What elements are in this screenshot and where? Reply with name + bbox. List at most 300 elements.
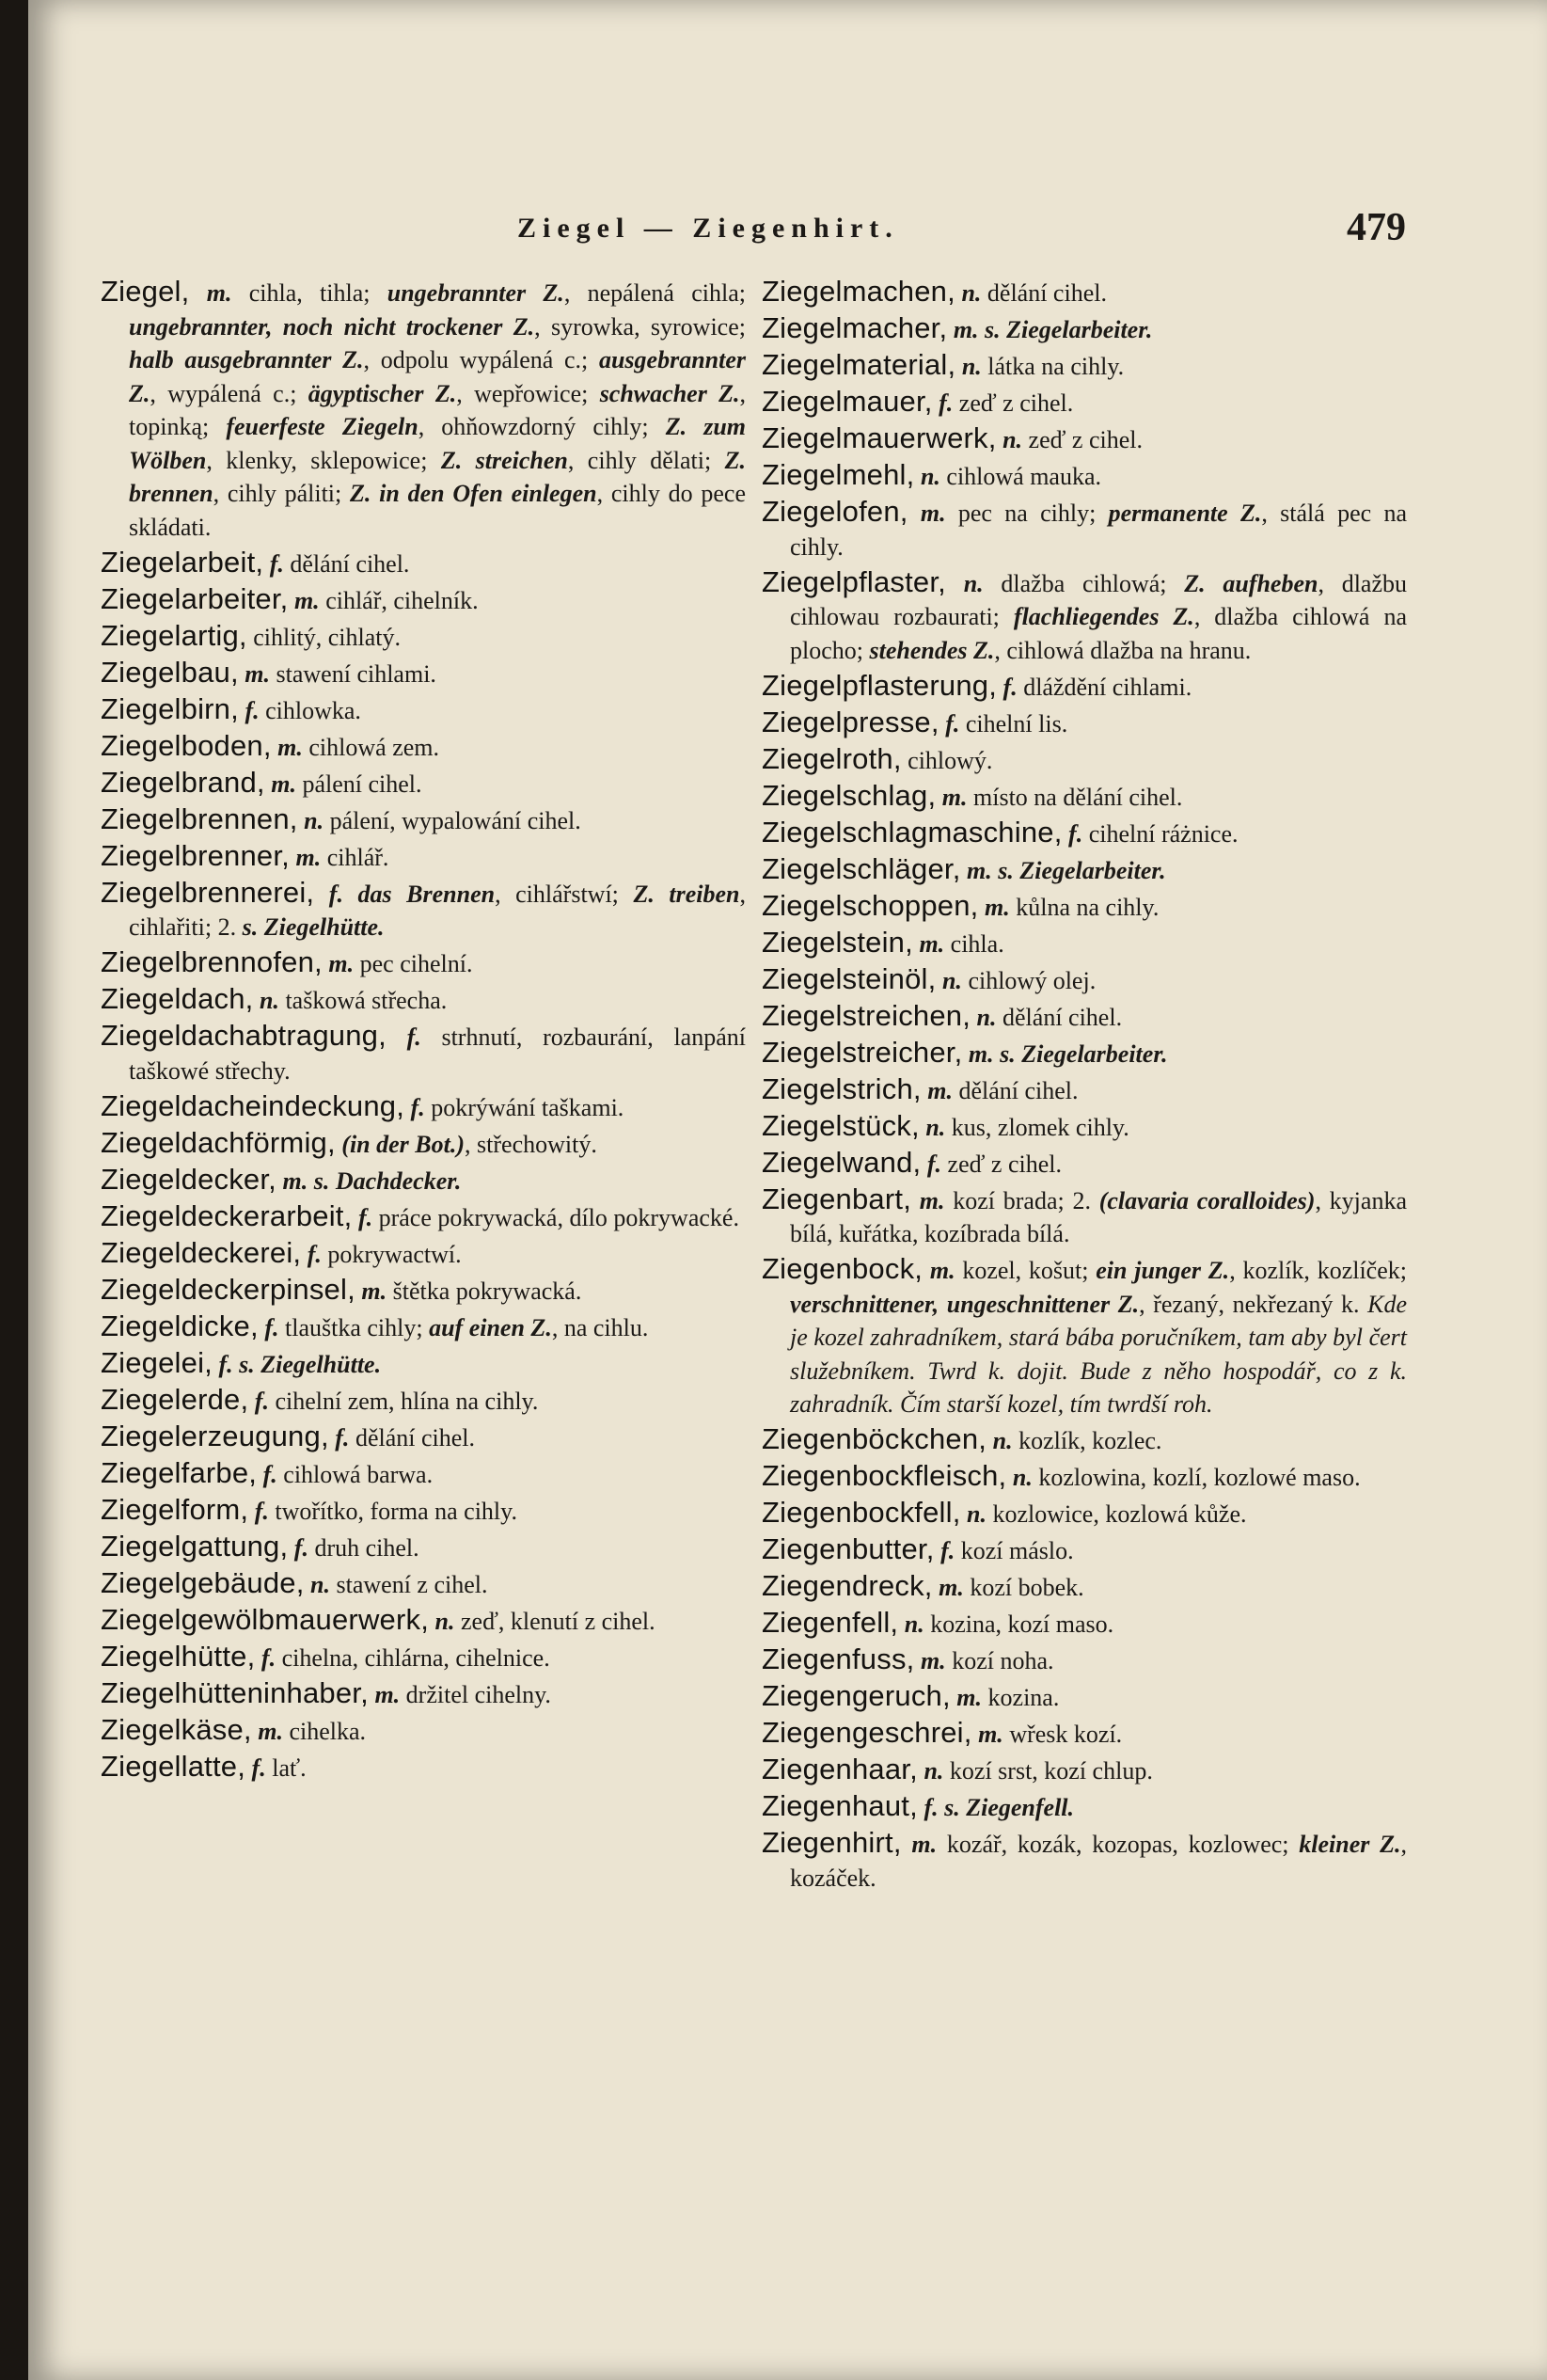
dictionary-entry	[762, 1789, 1407, 1825]
dictionary-entry	[101, 802, 746, 838]
dictionary-entry	[762, 852, 1407, 888]
czech-definition: , cihly páliti;	[213, 480, 351, 507]
dictionary-entry	[762, 1679, 1407, 1715]
dictionary-entry	[101, 945, 746, 981]
german-example: flachliegendes Z.	[1013, 603, 1194, 630]
dictionary-entry	[762, 1826, 1407, 1895]
german-example: s. Ziegelarbeiter.	[991, 856, 1166, 884]
czech-definition: lať.	[265, 1753, 307, 1782]
gender-mark: f.	[352, 1203, 373, 1231]
czech-definition: cihelna, cihlárna, cihelnice.	[276, 1643, 550, 1672]
dictionary-entry	[762, 1146, 1407, 1182]
headword: Ziegel,	[101, 275, 190, 308]
czech-definition: cihla, tihla;	[231, 279, 387, 307]
german-example: Z. aufheben	[1184, 569, 1318, 597]
czech-definition: stawení z cihel.	[330, 1570, 488, 1598]
dictionary-entry	[101, 1420, 746, 1455]
czech-definition: , ohňowzdorný cihly;	[418, 413, 666, 440]
czech-definition: , wepřowice;	[456, 379, 600, 407]
czech-definition: , syrowka, syrowice;	[534, 312, 746, 341]
german-example: permanente Z.	[1108, 500, 1262, 527]
gender-mark: f.	[301, 1240, 322, 1268]
gender-mark: n.	[971, 1003, 997, 1031]
headword: Ziegenhirt,	[762, 1826, 902, 1859]
dictionary-entry	[101, 1383, 746, 1419]
headword: Ziegelmehl,	[762, 458, 915, 491]
gender-mark: m.	[189, 279, 232, 307]
gender-mark: n.	[914, 463, 940, 490]
gender-mark: n.	[917, 1757, 944, 1785]
headword: Ziegelform,	[101, 1492, 249, 1526]
czech-definition: dělání cihel.	[981, 279, 1107, 307]
dictionary-entry	[101, 275, 746, 544]
dictionary-entry	[762, 385, 1407, 420]
headword: Ziegeldachförmig,	[101, 1125, 336, 1159]
gender-mark: f.	[257, 1460, 277, 1488]
headword: Ziegelboden,	[101, 728, 272, 762]
gender-mark: m.	[921, 1076, 953, 1104]
gender-mark: f.	[939, 709, 960, 738]
dictionary-entry	[101, 1640, 746, 1675]
czech-definition: kozář, kozák, kozopas, kozlowec;	[937, 1831, 1300, 1858]
czech-definition: dělání cihel.	[996, 1003, 1123, 1031]
headword: Ziegelofen,	[762, 495, 908, 528]
czech-definition: kozí noha.	[945, 1647, 1054, 1674]
czech-definition: látka na cihly.	[981, 353, 1125, 380]
czech-definition: cihelní zem, hlína na cihly.	[268, 1387, 539, 1415]
dictionary-entry	[101, 1309, 746, 1345]
gender-mark: m.	[962, 1039, 994, 1068]
german-example: s. Dachdecker.	[308, 1166, 462, 1195]
dictionary-entry	[101, 582, 746, 618]
dictionary-entry	[762, 1109, 1407, 1145]
headword: Ziegelpflaster,	[762, 564, 946, 598]
czech-definition: kozlowina, kozlí, kozlowé maso.	[1032, 1464, 1361, 1491]
german-example: ägyptischer Z.	[308, 379, 457, 407]
german-example: auf einen Z.	[429, 1313, 552, 1341]
headword: Ziegelroth,	[762, 741, 902, 775]
headword: Ziegengeruch,	[762, 1679, 951, 1712]
left-column	[101, 275, 746, 1786]
dictionary-entry	[762, 1642, 1407, 1678]
headword: Ziegeldachabtragung,	[101, 1019, 387, 1052]
dictionary-entry	[101, 1236, 746, 1272]
gender-mark: m.	[914, 1647, 946, 1674]
gender-mark: f.	[248, 1497, 269, 1525]
czech-definition: zeď z cihel.	[953, 389, 1074, 417]
gender-mark: f.	[255, 1643, 276, 1672]
headword: Ziegelstein,	[762, 925, 913, 959]
czech-definition: , cihly dělati;	[567, 446, 725, 474]
headword: Ziegelerde,	[101, 1382, 249, 1416]
dictionary-entry	[101, 619, 746, 655]
czech-definition: druh cihel.	[308, 1533, 419, 1562]
gender-mark: m.	[971, 1721, 1003, 1748]
headword: Ziegenbutter,	[762, 1532, 935, 1565]
gender-mark: m.	[936, 783, 968, 811]
headword: Ziegelmauer,	[762, 385, 933, 418]
czech-definition: dláždění cihlami.	[1017, 673, 1192, 701]
dictionary-entry	[762, 816, 1407, 851]
headword: Ziegelkäse,	[101, 1712, 252, 1746]
czech-definition: dlažba cihlowá;	[983, 569, 1185, 597]
headword: Ziegelgebäude,	[101, 1565, 305, 1599]
gender-mark: f.	[212, 1350, 233, 1378]
czech-definition: , kyjanka bílá, kuřátka, kozíbrada bílá.	[790, 1186, 1407, 1247]
dictionary-entry	[762, 458, 1407, 494]
headword: Ziegeldeckerarbeit,	[101, 1198, 353, 1232]
page-header	[28, 205, 1547, 262]
czech-definition: , dlažba cihlowá na plocho;	[790, 603, 1407, 664]
headword: Ziegeldecker,	[101, 1162, 276, 1196]
headword: Ziegelsteinöl,	[762, 961, 937, 995]
headword: Ziegelfarbe,	[101, 1455, 258, 1489]
czech-proverb: Kde je kozel zahradníkem, stará bába poručníkem, tam aby byl čert služebníkem. Twrd k. dojit. Bude z něho hospodář, co z k. zahradník. Čím starší kozel, tím twrdší roh.	[790, 1290, 1407, 1418]
dictionary-entry	[101, 1273, 746, 1309]
gender-mark: f.	[258, 1313, 279, 1341]
headword: Ziegelschläger,	[762, 851, 961, 885]
gender-mark: n.	[996, 426, 1023, 453]
gender-mark: n.	[898, 1610, 924, 1638]
headword: Ziegenbockfell,	[762, 1496, 961, 1529]
czech-definition: cihlář, cihelník.	[319, 586, 479, 614]
headword: Ziegelerzeugung,	[101, 1419, 329, 1452]
headword: Ziegeldeckerei,	[101, 1235, 302, 1269]
gender-mark: n.	[946, 569, 984, 597]
czech-definition: dělání cihel.	[349, 1423, 475, 1452]
dictionary-entry	[762, 1252, 1407, 1421]
czech-definition: kozina.	[982, 1684, 1060, 1711]
czech-definition: , cihlařiti; 2.	[129, 880, 746, 941]
dictionary-entry	[101, 1456, 746, 1492]
czech-definition: , na cihlu.	[551, 1313, 649, 1341]
dictionary-entry	[762, 706, 1407, 741]
gender-mark: m.	[288, 586, 320, 614]
headword: Ziegeldacheindeckung,	[101, 1088, 405, 1122]
gender-mark: m.	[251, 1717, 283, 1745]
czech-definition: cihelní ráżnice.	[1082, 819, 1239, 848]
headword: Ziegelbrenner,	[101, 838, 290, 872]
dictionary-entry	[101, 876, 746, 944]
german-example: Z. brennen	[129, 446, 746, 507]
dictionary-entry	[101, 656, 746, 691]
dictionary-entry	[101, 1530, 746, 1565]
dictionary-entry	[101, 1676, 746, 1712]
gender-mark: f.	[238, 696, 260, 724]
headword: Ziegelschoppen,	[762, 888, 979, 922]
czech-definition: , cihlowá dlažba na hranu.	[994, 636, 1252, 664]
dictionary-entry	[762, 962, 1407, 998]
czech-definition: držitel cihelny.	[400, 1680, 551, 1708]
czech-definition: kozlowice, kozlowá kůže.	[986, 1500, 1247, 1528]
dictionary-entry	[101, 1199, 746, 1235]
czech-definition: cihelka.	[282, 1717, 367, 1745]
czech-definition: , kozáček.	[790, 1831, 1407, 1892]
czech-definition: zeď z cihel.	[1022, 426, 1144, 453]
czech-definition: cihlář.	[321, 843, 389, 871]
gender-mark: m.	[238, 659, 271, 688]
dictionary-entry	[762, 1496, 1407, 1531]
dictionary-entry	[762, 669, 1407, 705]
czech-definition: cihlowá zem.	[302, 733, 439, 761]
czech-definition: kozí bobek.	[963, 1574, 1084, 1601]
gender-mark: f.	[997, 673, 1018, 701]
headword: Ziegelmaterial,	[762, 348, 956, 381]
dictionary-entry	[762, 1182, 1407, 1251]
headword: Ziegelschlagmaschine,	[762, 815, 1063, 849]
gender-mark: m.	[901, 1831, 938, 1858]
german-example: verschnittener, ungeschnittener Z.	[790, 1290, 1140, 1318]
gender-mark: f.	[404, 1093, 425, 1121]
gender-mark: m.	[264, 770, 296, 798]
czech-definition: taškowá střecha.	[278, 987, 448, 1014]
gender-mark: n.	[1006, 1464, 1033, 1491]
gender-mark: f.	[248, 1387, 269, 1415]
german-example: Z. zum Wölben	[129, 413, 747, 474]
gender-mark: f.	[934, 1537, 955, 1564]
czech-definition: , dlažbu cihlowau rozbaurati;	[790, 569, 1407, 630]
gender-mark: m.	[908, 500, 946, 527]
gender-mark: m.	[950, 1684, 983, 1711]
german-example: das Brennen	[342, 880, 496, 908]
czech-definition: cihlitý, cihlatý.	[246, 623, 401, 651]
dictionary-entry	[762, 348, 1407, 384]
czech-definition: , cihlářstwí;	[495, 880, 634, 908]
gender-mark: n.	[936, 966, 962, 994]
gender-mark: n.	[297, 806, 324, 834]
dictionary-entry	[101, 729, 746, 765]
german-example: s. Ziegelarbeiter.	[978, 316, 1153, 343]
headword: Ziegelbrand,	[101, 765, 265, 799]
gender-mark: f.	[921, 1150, 942, 1178]
dictionary-entry	[762, 926, 1407, 961]
gender-mark: n.	[955, 279, 982, 307]
czech-definition: , nepálená cihla;	[563, 279, 747, 307]
gender-mark: f.	[1062, 819, 1083, 848]
gender-mark: m.	[276, 1166, 308, 1195]
gender-mark: m.	[960, 856, 992, 884]
german-example: (clavaria coralloides)	[1098, 1186, 1316, 1214]
czech-definition: twořítko, forma na cihly.	[268, 1497, 517, 1525]
gender-mark: n.	[304, 1570, 330, 1598]
german-example: Z. in den Ofen einlegen	[350, 480, 597, 507]
gender-mark: m.	[912, 929, 945, 958]
headword: Ziegenhaar,	[762, 1753, 918, 1785]
german-example: ein junger Z.	[1096, 1257, 1230, 1284]
dictionary-entry	[762, 1716, 1407, 1752]
headword: Ziegelei,	[101, 1345, 213, 1379]
headword: Ziegeldach,	[101, 982, 254, 1015]
headword: Ziegelgewölbmauerwerk,	[101, 1602, 430, 1636]
gender-mark: n.	[987, 1427, 1013, 1454]
czech-definition: pec cihelní.	[354, 950, 473, 977]
czech-definition: zeď z cihel.	[941, 1150, 1062, 1178]
czech-definition: dělání cihel.	[283, 549, 410, 578]
czech-definition: , řezaný, nekřezaný k.	[1139, 1290, 1368, 1318]
dictionary-entry	[101, 546, 746, 581]
czech-definition: , kozlík, kozlíček;	[1229, 1257, 1407, 1284]
dictionary-entry	[101, 1566, 746, 1602]
german-example: s. Ziegenfell.	[938, 1794, 1075, 1821]
headword: Ziegelpresse,	[762, 705, 939, 738]
headword: Ziegeldicke,	[101, 1309, 259, 1342]
headword: Ziegengeschrei,	[762, 1716, 972, 1749]
czech-definition: tlauštka cihly;	[278, 1313, 430, 1341]
dictionary-entry	[762, 742, 1407, 778]
gender-mark: m.	[911, 1186, 945, 1214]
czech-definition: , topinką;	[129, 379, 747, 440]
gender-mark: f.	[917, 1794, 939, 1821]
dictionary-entry	[101, 1163, 746, 1198]
czech-definition: cihlowá mauka.	[939, 463, 1102, 490]
german-example: stehendes Z.	[869, 636, 995, 664]
headword: Ziegelgattung,	[101, 1529, 289, 1563]
headword: Ziegenbockfleisch,	[762, 1459, 1007, 1492]
german-example: ausgebrannter Z.	[129, 346, 746, 407]
gender-mark: m.	[322, 950, 355, 977]
german-example: s. Ziegelhütte.	[232, 1350, 382, 1378]
czech-definition: stawení cihlami.	[270, 659, 436, 688]
czech-definition: kozí brada; 2.	[944, 1186, 1099, 1214]
gender-mark: f.	[263, 549, 284, 578]
dictionary-entry	[762, 421, 1407, 457]
german-example: ungebrannter, noch nicht trockener Z.	[129, 312, 535, 341]
german-example: halb ausgebrannter Z.	[129, 346, 364, 373]
czech-definition: kozel, košut;	[955, 1257, 1097, 1284]
headword: Ziegelarbeit,	[101, 545, 264, 579]
gender-mark: n.	[960, 1500, 987, 1528]
dictionary-entry	[762, 311, 1407, 347]
dictionary-entry	[762, 1072, 1407, 1108]
czech-definition: , klenky, sklepowice;	[206, 446, 441, 474]
dictionary-entry	[101, 1750, 746, 1785]
headword: Ziegelarbeiter,	[101, 581, 289, 615]
headword: Ziegelhütte,	[101, 1639, 256, 1673]
headword: Ziegelmachen,	[762, 275, 955, 308]
dictionary-entry	[762, 1459, 1407, 1495]
dictionary-entry	[762, 275, 1407, 310]
dictionary-entry	[762, 1569, 1407, 1605]
dictionary-entry	[101, 1713, 746, 1749]
running-head: Ziegel — Ziegenhirt.	[517, 213, 899, 244]
german-example: schwacher Z.	[599, 379, 740, 407]
gender-mark: n.	[919, 1113, 946, 1141]
czech-definition: pálení, wypalowání cihel.	[324, 806, 581, 834]
czech-definition: kus, zlomek cihly.	[945, 1113, 1129, 1141]
right-column	[762, 275, 1407, 1896]
czech-definition: pec na cihly;	[945, 500, 1109, 527]
czech-definition: kozí srst, kozí chlup.	[943, 1757, 1153, 1785]
headword: Ziegelbirn,	[101, 691, 239, 725]
gender-mark: m.	[923, 1257, 955, 1284]
german-example: feuerfeste Ziegeln	[226, 413, 418, 440]
headword: Ziegelstreichen,	[762, 998, 971, 1032]
headword: Ziegelhütteninhaber,	[101, 1675, 369, 1709]
headword: Ziegelwand,	[762, 1145, 922, 1179]
czech-definition: wřesk kozí.	[1002, 1721, 1123, 1748]
headword: Ziegelbrennen,	[101, 801, 298, 835]
gender-mark: f.	[328, 1423, 350, 1452]
dictionary-entry	[101, 1346, 746, 1382]
gender-mark: n.	[955, 353, 982, 380]
headword: Ziegenhaut,	[762, 1789, 918, 1822]
headword: Ziegelschlag,	[762, 778, 937, 812]
dictionary-entry	[762, 1532, 1407, 1568]
dictionary-entry	[101, 766, 746, 801]
gender-mark: f.	[314, 880, 343, 908]
dictionary-entry	[762, 495, 1407, 563]
dictionary-entry	[101, 839, 746, 875]
gender-mark: f.	[245, 1753, 266, 1782]
czech-definition: pokrywactwí.	[321, 1240, 462, 1268]
page-number: 479	[1347, 206, 1406, 249]
gender-mark: m.	[271, 733, 303, 761]
gender-mark: n.	[253, 987, 279, 1014]
dictionary-entry	[101, 1493, 746, 1529]
german-example: (in der Bot.)	[335, 1130, 466, 1158]
german-example: ungebrannter Z.	[387, 279, 564, 307]
czech-definition: zeď, klenutí z cihel.	[454, 1607, 655, 1635]
dictionary-entry	[762, 1036, 1407, 1071]
czech-definition: cihla.	[944, 929, 1004, 958]
headword: Ziegelstück,	[762, 1108, 920, 1142]
gender-mark: f.	[932, 389, 954, 417]
gender-mark: m.	[932, 1574, 964, 1601]
czech-definition: , odpolu wypálená c.;	[363, 346, 599, 373]
german-example: Z. streichen	[440, 446, 568, 474]
czech-definition: pokrýwání taškami.	[424, 1093, 624, 1121]
dictionary-entry	[101, 1089, 746, 1125]
gender-mark: m.	[290, 843, 322, 871]
headword: Ziegenbart,	[762, 1182, 912, 1215]
headword: Ziegenböckchen,	[762, 1422, 987, 1455]
dictionary-entry	[762, 999, 1407, 1035]
czech-definition: cihlowý.	[901, 746, 993, 774]
czech-definition: cihlowý olej.	[961, 966, 1097, 994]
dictionary-entry	[762, 1606, 1407, 1642]
czech-definition: kůlna na cihly.	[1009, 893, 1160, 921]
headword: Ziegelbrennerei,	[101, 875, 315, 909]
headword: Ziegelmacher,	[762, 311, 948, 344]
czech-definition: strhnutí, rozbaurání, lanpání taškowé střechy.	[129, 1023, 746, 1085]
czech-definition: , wypálená c.;	[150, 379, 308, 407]
gender-mark: m.	[368, 1680, 401, 1708]
dictionary-entry	[101, 692, 746, 728]
dictionary-page	[28, 0, 1547, 2380]
headword: Ziegenfell,	[762, 1606, 899, 1639]
czech-definition: práce pokrywacká, dílo pokrywacké.	[372, 1203, 739, 1231]
dictionary-entry	[762, 565, 1407, 668]
headword: Ziegelartig,	[101, 618, 247, 652]
german-example: Z. treiben	[633, 880, 740, 908]
czech-definition: , cihly do pece skládati.	[129, 480, 746, 541]
czech-definition: pálení cihel.	[295, 770, 422, 798]
gender-mark: f.	[386, 1023, 421, 1051]
czech-definition: štětka pokrywacká.	[387, 1277, 582, 1305]
czech-definition: , stálá pec na cihly.	[790, 500, 1407, 561]
dictionary-entry	[101, 1126, 746, 1162]
gender-mark: m.	[355, 1277, 387, 1305]
gender-mark: f.	[288, 1533, 308, 1562]
czech-definition: kozlík, kozlec.	[1012, 1427, 1162, 1454]
dictionary-entry	[101, 1603, 746, 1639]
german-example: s. Ziegelarbeiter.	[993, 1039, 1168, 1068]
czech-definition: dělání cihel.	[952, 1076, 1079, 1104]
headword: Ziegelbrennofen,	[101, 945, 323, 978]
gender-mark: m.	[947, 316, 979, 343]
headword: Ziegelbau,	[101, 655, 239, 689]
czech-definition: , střechowitý.	[465, 1130, 597, 1158]
